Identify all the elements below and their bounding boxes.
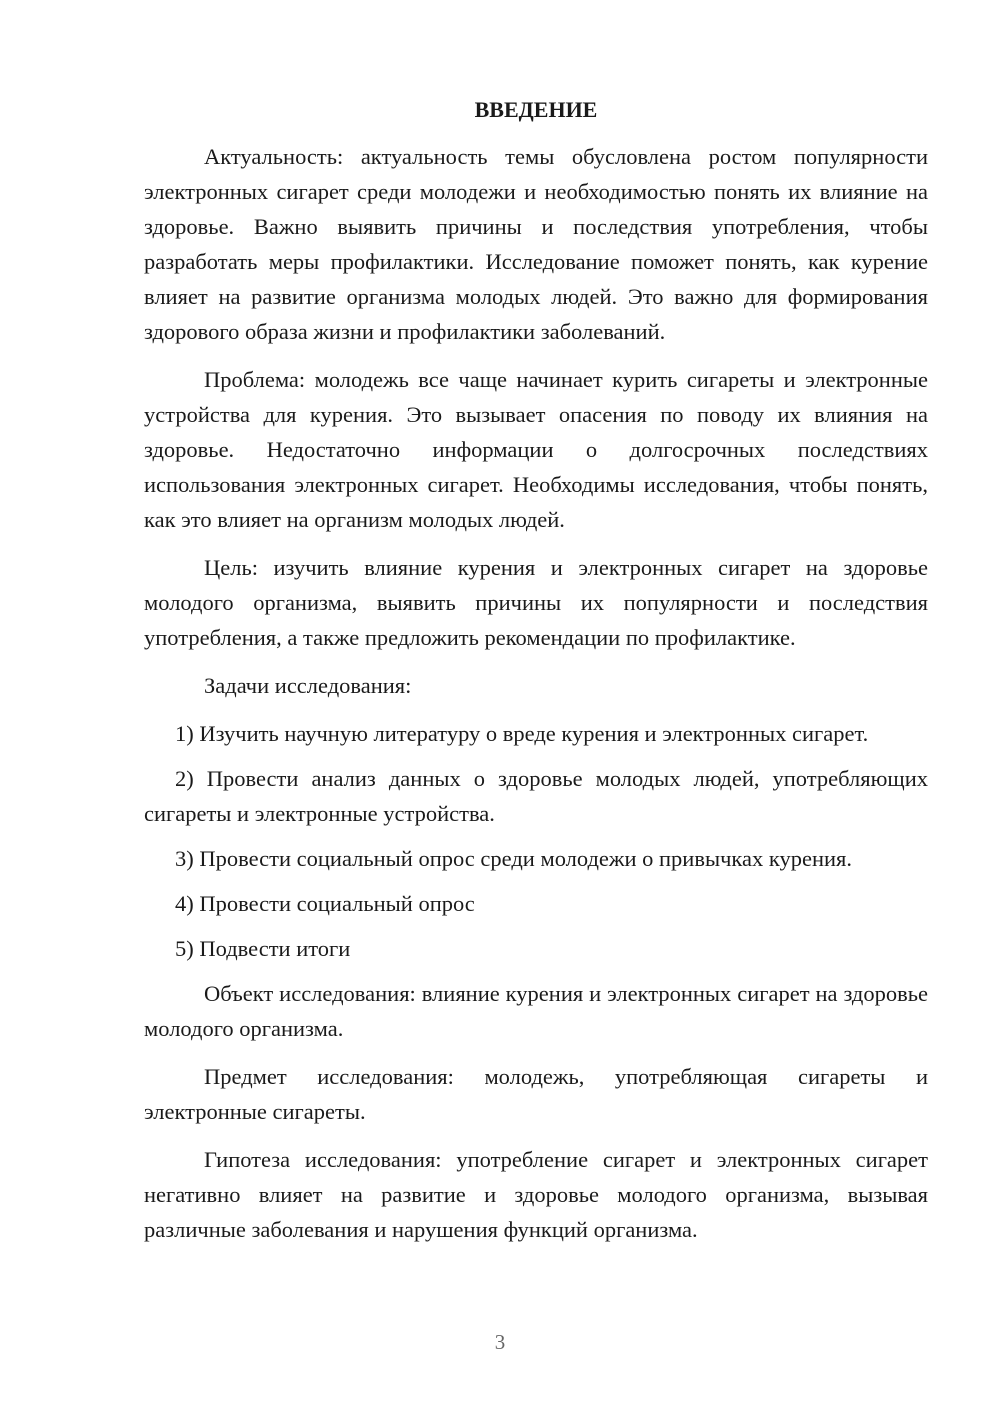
hypothesis-paragraph: Гипотеза исследования: употребление сигарет и электронных сигарет негативно влияет на развитие и здоровье молодого организма, вызывая различные заболевания и нарушения функций организма.	[144, 1147, 928, 1242]
problem-paragraph: Проблема: молодежь все чаще начинает курить сигареты и электронные устройства для курения. Это вызывает опасения по поводу их влияния на здоровье. Недостаточно информации о долгосрочных последствиях использования электронных сигарет. Необходимы исследования, чтобы понять, как это влияет на организм молодых людей.	[144, 367, 928, 532]
task-item-5: 5) Подвести итоги	[175, 936, 351, 961]
relevance-paragraph: Актуальность: актуальность темы обусловлена ростом популярности электронных сигарет среди молодежи и необходимостью понять их влияние на здоровье. Важно выявить причины и последствия употребления, чтобы разработать меры профилактики. Исследование поможет понять, как курение влияет на развитие организма молодых людей. Это важно для формирования здорового образа жизни и профилактики заболеваний.	[144, 144, 928, 344]
object-paragraph: Объект исследования: влияние курения и электронных сигарет на здоровье молодого организма.	[144, 981, 928, 1041]
subject-paragraph: Предмет исследования: молодежь, употребляющая сигареты и электронные сигареты.	[144, 1064, 928, 1124]
page-number: 3	[494, 1330, 506, 1354]
task-item-2: 2) Провести анализ данных о здоровье молодых людей, употребляющих сигареты и электронные устройства.	[144, 766, 928, 826]
page-content	[144, 92, 928, 1260]
goal-paragraph: Цель: изучить влияние курения и электронных сигарет на здоровье молодого организма, выявить причины их популярности и последствия употребления, а также предложить рекомендации по профилактике.	[144, 555, 928, 650]
page-title: ВВЕДЕНИЕ	[474, 97, 598, 122]
task-item-3: 3) Провести социальный опрос среди молодежи о привычках курения.	[175, 846, 852, 871]
tasks-list	[144, 716, 928, 966]
task-item-1: 1) Изучить научную литературу о вреде курения и электронных сигарет.	[175, 721, 869, 746]
tasks-heading: Задачи исследования:	[204, 673, 412, 698]
task-item-4: 4) Провести социальный опрос	[175, 891, 475, 916]
